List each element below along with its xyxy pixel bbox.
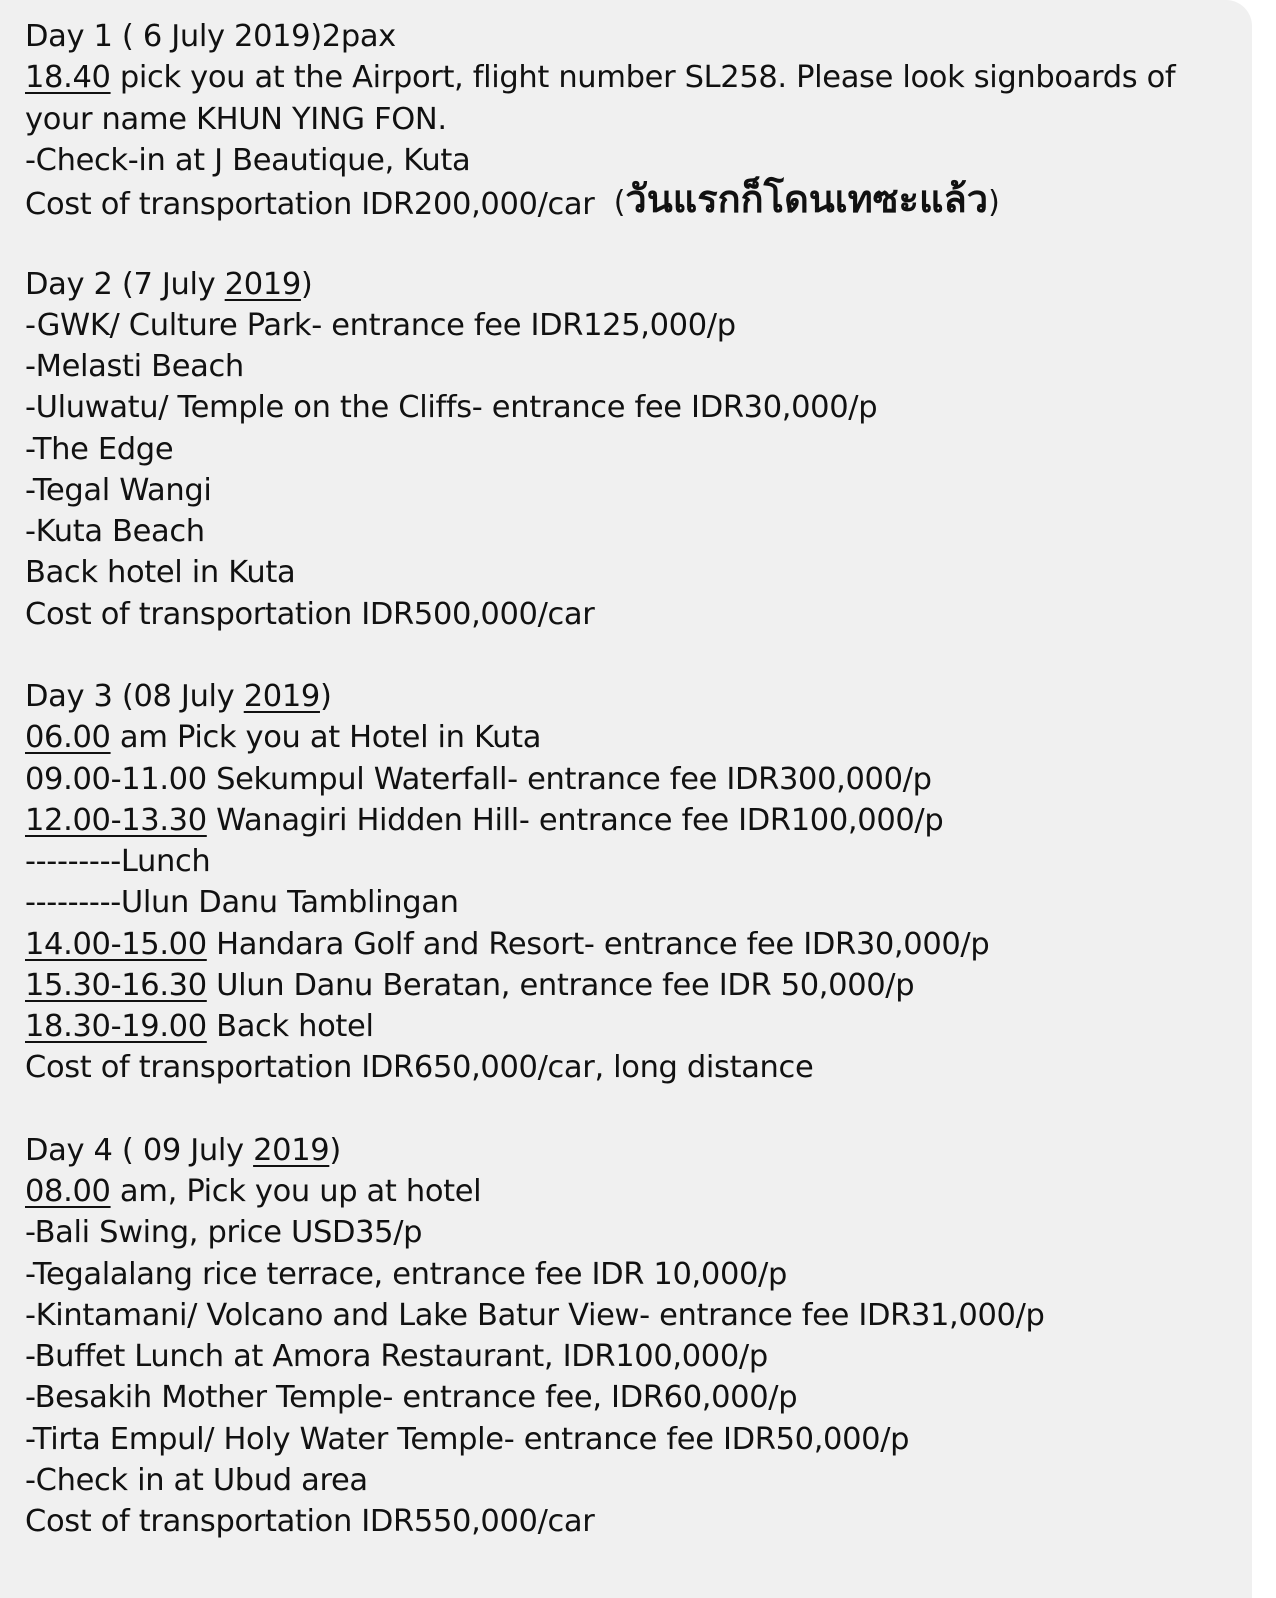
day2-item: -Uluwatu/ Temple on the Cliffs- entrance fee IDR30,000/p	[25, 390, 878, 426]
day4-item: -Buffet Lunch at Amora Restaurant, IDR100,000/p	[25, 1339, 768, 1374]
day2-item: -GWK/ Culture Park- entrance fee IDR125,000/p	[25, 307, 736, 343]
day2-item: -Melasti Beach	[25, 349, 244, 384]
day1-pickup-time-link[interactable]: 18.40	[25, 60, 111, 96]
day4-year-link[interactable]: 2019	[253, 1132, 330, 1168]
day2-cost: Cost of transportation IDR500,000/car	[25, 596, 595, 632]
day3-row	[25, 965, 1252, 1006]
day1-cost: Cost of transportation IDR200,000/car	[25, 187, 595, 222]
day2-title-prefix: Day 2 (7 July	[25, 266, 225, 302]
day4-item: -Besakih Mother Temple- entrance fee, IDR60,000/p	[25, 1380, 798, 1416]
day3-time-link[interactable]: 12.00-13.30	[25, 802, 207, 838]
day4-item: -Bali Swing, price USD35/p	[25, 1215, 423, 1251]
day2-item: -The Edge	[25, 431, 174, 467]
spacer	[25, 635, 1252, 676]
day1-pickup-line	[25, 57, 1252, 98]
day2-title-suffix: )	[300, 266, 313, 302]
day2-item: Back hotel in Kuta	[25, 555, 296, 591]
spacer	[25, 222, 1252, 263]
day4-title-prefix: Day 4 ( 09 July	[25, 1132, 254, 1168]
day3-title-prefix: Day 3 (08 July	[25, 679, 244, 714]
day4-item: -Tirta Empul/ Holy Water Temple- entrance fee IDR50,000/p	[25, 1421, 910, 1457]
day3-row-text: Wanagiri Hidden Hill- entrance fee IDR100,000/p	[206, 802, 944, 838]
day3-row-text: Ulun Danu Beratan, entrance fee IDR 50,000/p	[206, 967, 915, 1003]
day4-cost: Cost of transportation IDR550,000/car	[25, 1504, 595, 1539]
day3-row-text: ---------Lunch	[25, 844, 211, 879]
day3-row	[25, 882, 1252, 923]
day3-row-text: ---------Ulun Danu Tamblingan	[25, 885, 459, 921]
day1-cost-line	[25, 177, 1252, 222]
day3-year-link[interactable]: 2019	[243, 679, 320, 714]
day3-row	[25, 717, 1252, 758]
day3-title	[25, 676, 1252, 717]
day3-row	[25, 924, 1252, 965]
day3-row-text: am Pick you at Hotel in Kuta	[110, 720, 542, 756]
day3-row-text: Handara Golf and Resort- entrance fee IDR30,000/p	[206, 926, 990, 962]
day3-row	[25, 759, 1252, 800]
day1-pickup-text: pick you at the Airport, flight number SL258. Please look signboards of	[110, 60, 1176, 96]
day2-year-link[interactable]: 2019	[224, 266, 301, 302]
day3-title-suffix: )	[319, 679, 332, 714]
annotation-open-paren: (	[613, 185, 626, 220]
day3-row	[25, 800, 1252, 841]
day1-pickup-text-cont: your name KHUN YING FON.	[25, 101, 447, 137]
day4-title	[25, 1130, 1252, 1171]
day1-title: Day 1 ( 6 July 2019)2pax	[25, 19, 396, 54]
annotation-text: วันแรกก็โดนเทซะแล้ว	[625, 177, 989, 221]
day1-checkin: -Check-in at J Beautique, Kuta	[25, 142, 471, 178]
day3-row	[25, 1006, 1252, 1047]
thai-annotation	[600, 177, 999, 221]
day2-item: -Tegal Wangi	[25, 472, 212, 508]
day4-title-suffix: )	[329, 1132, 341, 1168]
day4-pickup-text: am, Pick you up at hotel	[110, 1174, 482, 1209]
day4-pickup-line	[25, 1171, 1252, 1212]
day3-row	[25, 841, 1252, 882]
day4-item: -Tegalalang rice terrace, entrance fee IDR 10,000/p	[25, 1256, 787, 1292]
day3-row-text: 09.00-11.00 Sekumpul Waterfall- entrance fee IDR300,000/p	[25, 761, 932, 797]
day3-time-link[interactable]: 18.30-19.00	[25, 1009, 207, 1044]
day2-item: -Kuta Beach	[25, 514, 205, 549]
day4-pickup-time-link[interactable]: 08.00	[25, 1174, 111, 1209]
day3-row-text: Back hotel	[206, 1009, 374, 1044]
day4-item: -Check in at Ubud area	[25, 1462, 368, 1498]
day3-time-link[interactable]: 15.30-16.30	[25, 967, 207, 1003]
annotation-close-paren: )	[988, 185, 1000, 220]
day3-time-link[interactable]: 06.00	[25, 720, 111, 756]
day3-time-link[interactable]: 14.00-15.00	[25, 926, 207, 962]
day4-item: -Kintamani/ Volcano and Lake Batur View- entrance fee IDR31,000/p	[25, 1297, 1045, 1333]
spacer	[25, 1089, 1252, 1130]
day2-title	[25, 264, 1252, 305]
day3-cost	[25, 1047, 1252, 1088]
day3-row-text: Cost of transportation IDR650,000/car, long distance	[25, 1050, 814, 1086]
